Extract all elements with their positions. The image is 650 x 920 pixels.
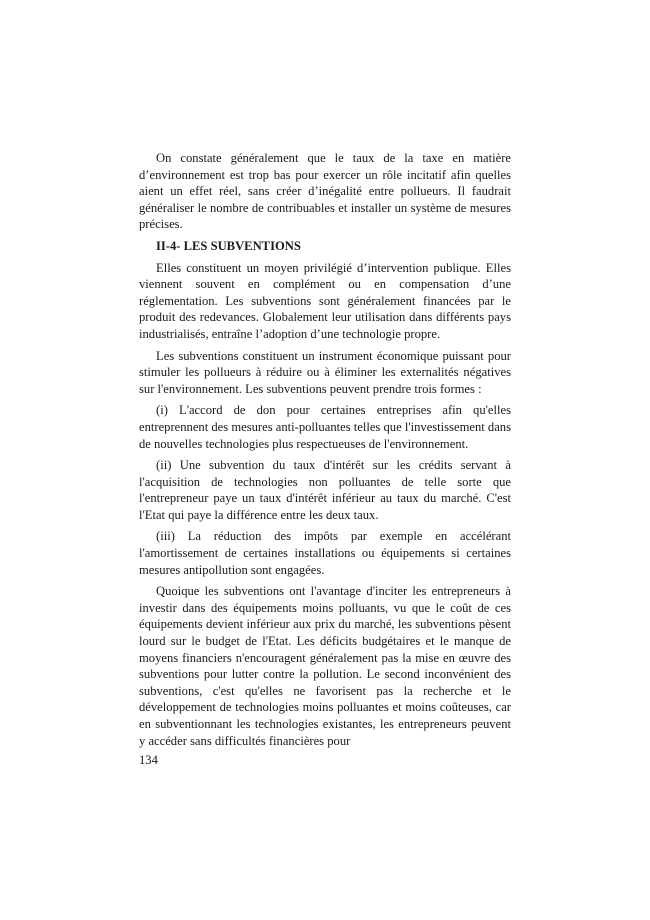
intro-paragraph: On constate généralement que le taux de la taxe en matière d’environnement est trop bas pour exercer un rôle incitatif afin quelles aient un effet réel, sans créer d’inégalité entre pollueurs. Il faudrait généraliser le nombre de contribuables et installer un système de mesures précises. xyxy=(139,151,511,232)
paragraph-subventions-intro: Elles constituent un moyen privilégié d’intervention publique. Elles viennent souvent en complément ou en compensation d’une réglementation. Les subventions sont généralement financées par le produit des redevances. Globalement leur utilisation dans différents pays industrialisés, entraîne l’adoption d’une technologie propre. xyxy=(139,260,511,341)
paragraph-form-ii: (ii) Une subvention du taux d'intérêt sur les crédits servant à l'acquisition de technologies non polluantes de telle sorte que l'entrepreneur paye un taux d'intérêt inférieur au taux du marché. C'est l'Etat qui paye la différence entre les deux taux. xyxy=(139,458,511,522)
page-number: 134 xyxy=(139,753,158,767)
paragraph-drawbacks: Quoique les subventions ont l'avantage d'inciter les entrepreneurs à investir dans des équipements moins polluants, vu que le coût de ces équipements devient inférieur aux prix du marché, les subventions pèsent lourd sur le budget de l'Etat. Les déficits budgétaires et le manque de moyens financiers n'encouragent généralement pas la mise en œuvre des subventions pour lutter contre la pollution. Le second inconvénient des subventions, c'est qu'elles ne favorisent pas la recherche et le développement de technologies moins polluantes et moins coûteuses, car en subventionnant les technologies existantes, les entrepreneurs peuvent y accéder sans difficultés financières pour xyxy=(139,584,511,748)
paragraph-instrument: Les subventions constituent un instrument économique puissant pour stimuler les pollueurs à réduire ou à éliminer les externalités négatives sur l'environnement. Les subventions peuvent prendre trois formes : xyxy=(139,348,511,396)
paragraph-form-i: (i) L'accord de don pour certaines entreprises afin qu'elles entreprennent des mesures anti-polluantes telles que l'investissement dans de nouvelles technologies plus respectueuses de l'environnement. xyxy=(139,403,511,451)
section-heading: II-4- LES SUBVENTIONS xyxy=(156,238,301,253)
paragraph-form-iii: (iii) La réduction des impôts par exemple en accélérant l'amortissement de certaines installations ou équipements si certaines mesures antipollution sont engagées. xyxy=(139,529,511,577)
page-body xyxy=(139,150,511,754)
